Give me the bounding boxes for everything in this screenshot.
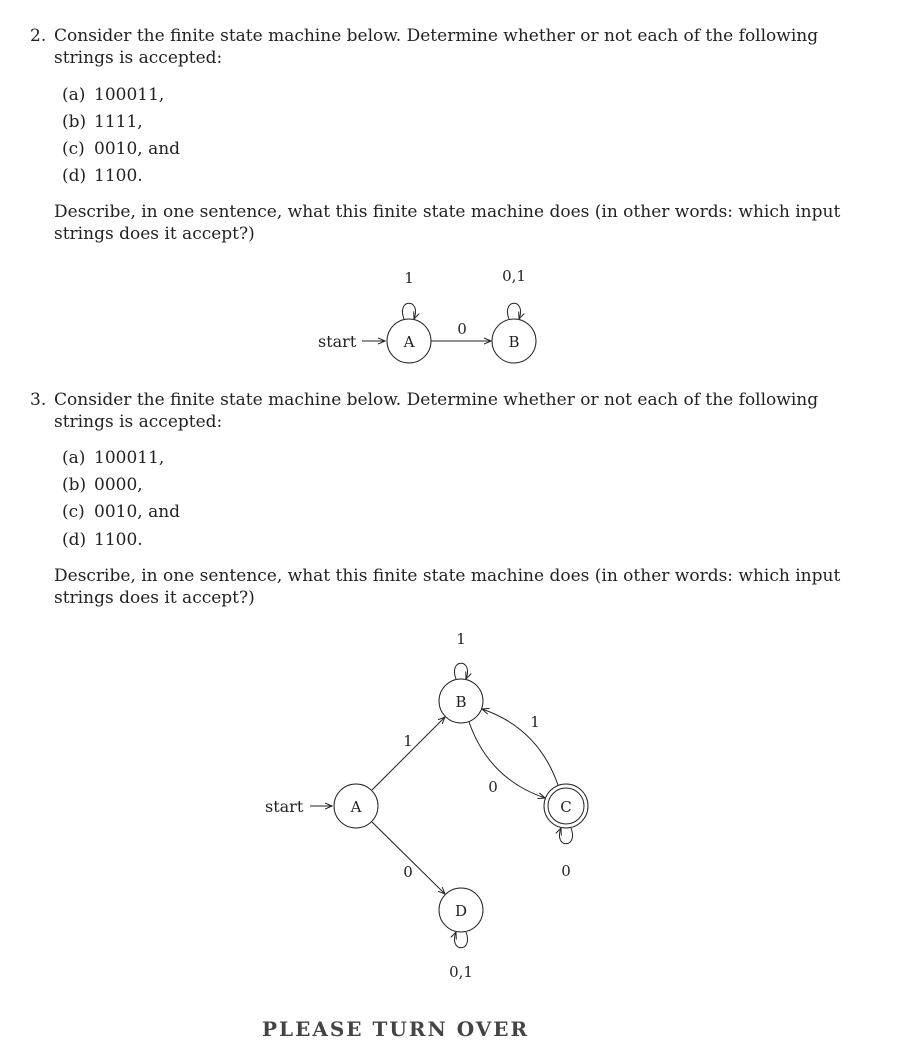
fsm2-loop-a: [402, 303, 415, 319]
fsm3-edge-b-c: [469, 722, 545, 798]
problem-3-item-d-label: (d): [62, 530, 87, 550]
fsm3-loop-d-label: 0,1: [449, 963, 473, 981]
problem-3-intro-line-2: strings is accepted:: [54, 412, 223, 432]
fsm3-edge-a-d-label: 0: [403, 863, 413, 881]
fsm3-state-d-label: D: [454, 902, 468, 920]
fsm3-edge-c-b: [482, 709, 558, 785]
page-footer-cut-text: PLEASE TURN OVER: [262, 1017, 530, 1041]
fsm3-edge-a-d: [372, 822, 445, 894]
fsm3-edge-a-b: [372, 717, 445, 790]
fsm3-loop-c-label: 0: [561, 862, 571, 880]
fsm2-edge-a-b-label: 0: [457, 320, 467, 338]
fsm3-state-a-label: A: [350, 798, 362, 816]
problem-3-item-b-text: 0000,: [94, 475, 143, 495]
fsm2-loop-b-label: 0,1: [502, 267, 526, 285]
problem-3-intro-line-1: Consider the finite state machine below. Determine whether or not each of the following: [54, 390, 819, 410]
fsm2-state-a-label: A: [403, 333, 415, 351]
problem-2-item-a-text: 100011,: [94, 85, 165, 105]
problem-2-item-d-label: (d): [62, 166, 87, 186]
fsm2-loop-a-label: 1: [404, 269, 414, 287]
problem-2-intro-line-1: Consider the finite state machine below. Determine whether or not each of the following: [54, 26, 819, 46]
fsm2-start-label: start: [318, 332, 357, 351]
fsm-diagram-problem-2: [318, 267, 536, 363]
fsm3-loop-b: [454, 663, 467, 679]
problem-3-number: 3.: [30, 390, 47, 410]
fsm-diagram-problem-3: [265, 630, 588, 981]
problem-3-describe-line-1: Describe, in one sentence, what this finite state machine does (in other words: which input: [54, 566, 841, 586]
fsm3-state-b-label: B: [455, 693, 467, 711]
fsm3-state-c-label: C: [560, 798, 572, 816]
problem-2-item-c-text: 0010, and: [94, 139, 181, 159]
fsm2-state-b-label: B: [508, 333, 520, 351]
problem-3-item-d-text: 1100.: [94, 530, 143, 550]
fsm3-edge-a-b-label: 1: [403, 732, 413, 750]
fsm2-loop-b: [507, 303, 520, 319]
problem-3-item-b-label: (b): [62, 475, 87, 495]
problem-3-describe-line-2: strings does it accept?): [54, 588, 255, 608]
fsm3-loop-d: [454, 932, 467, 948]
problem-2-describe-line-1: Describe, in one sentence, what this finite state machine does (in other words: which input: [54, 202, 841, 222]
fsm3-loop-b-label: 1: [456, 630, 466, 648]
problem-2-intro-line-2: strings is accepted:: [54, 48, 223, 68]
fsm3-start-label: start: [265, 797, 304, 816]
problem-2-item-b-text: 1111,: [94, 112, 143, 132]
problem-3-item-c-label: (c): [62, 502, 85, 522]
problem-3-item-a-label: (a): [62, 448, 86, 468]
fsm3-edge-c-b-label: 1: [530, 713, 540, 731]
problem-3-item-c-text: 0010, and: [94, 502, 181, 522]
problem-2-item-c-label: (c): [62, 139, 85, 159]
problem-2-describe-line-2: strings does it accept?): [54, 224, 255, 244]
problem-2-item-d-text: 1100.: [94, 166, 143, 186]
fsm3-edge-b-c-label: 0: [488, 778, 498, 796]
problem-3-item-a-text: 100011,: [94, 448, 165, 468]
fsm3-loop-c: [559, 828, 572, 844]
problem-2-item-a-label: (a): [62, 85, 86, 105]
problem-2-item-b-label: (b): [62, 112, 87, 132]
problem-2-number: 2.: [30, 26, 47, 46]
